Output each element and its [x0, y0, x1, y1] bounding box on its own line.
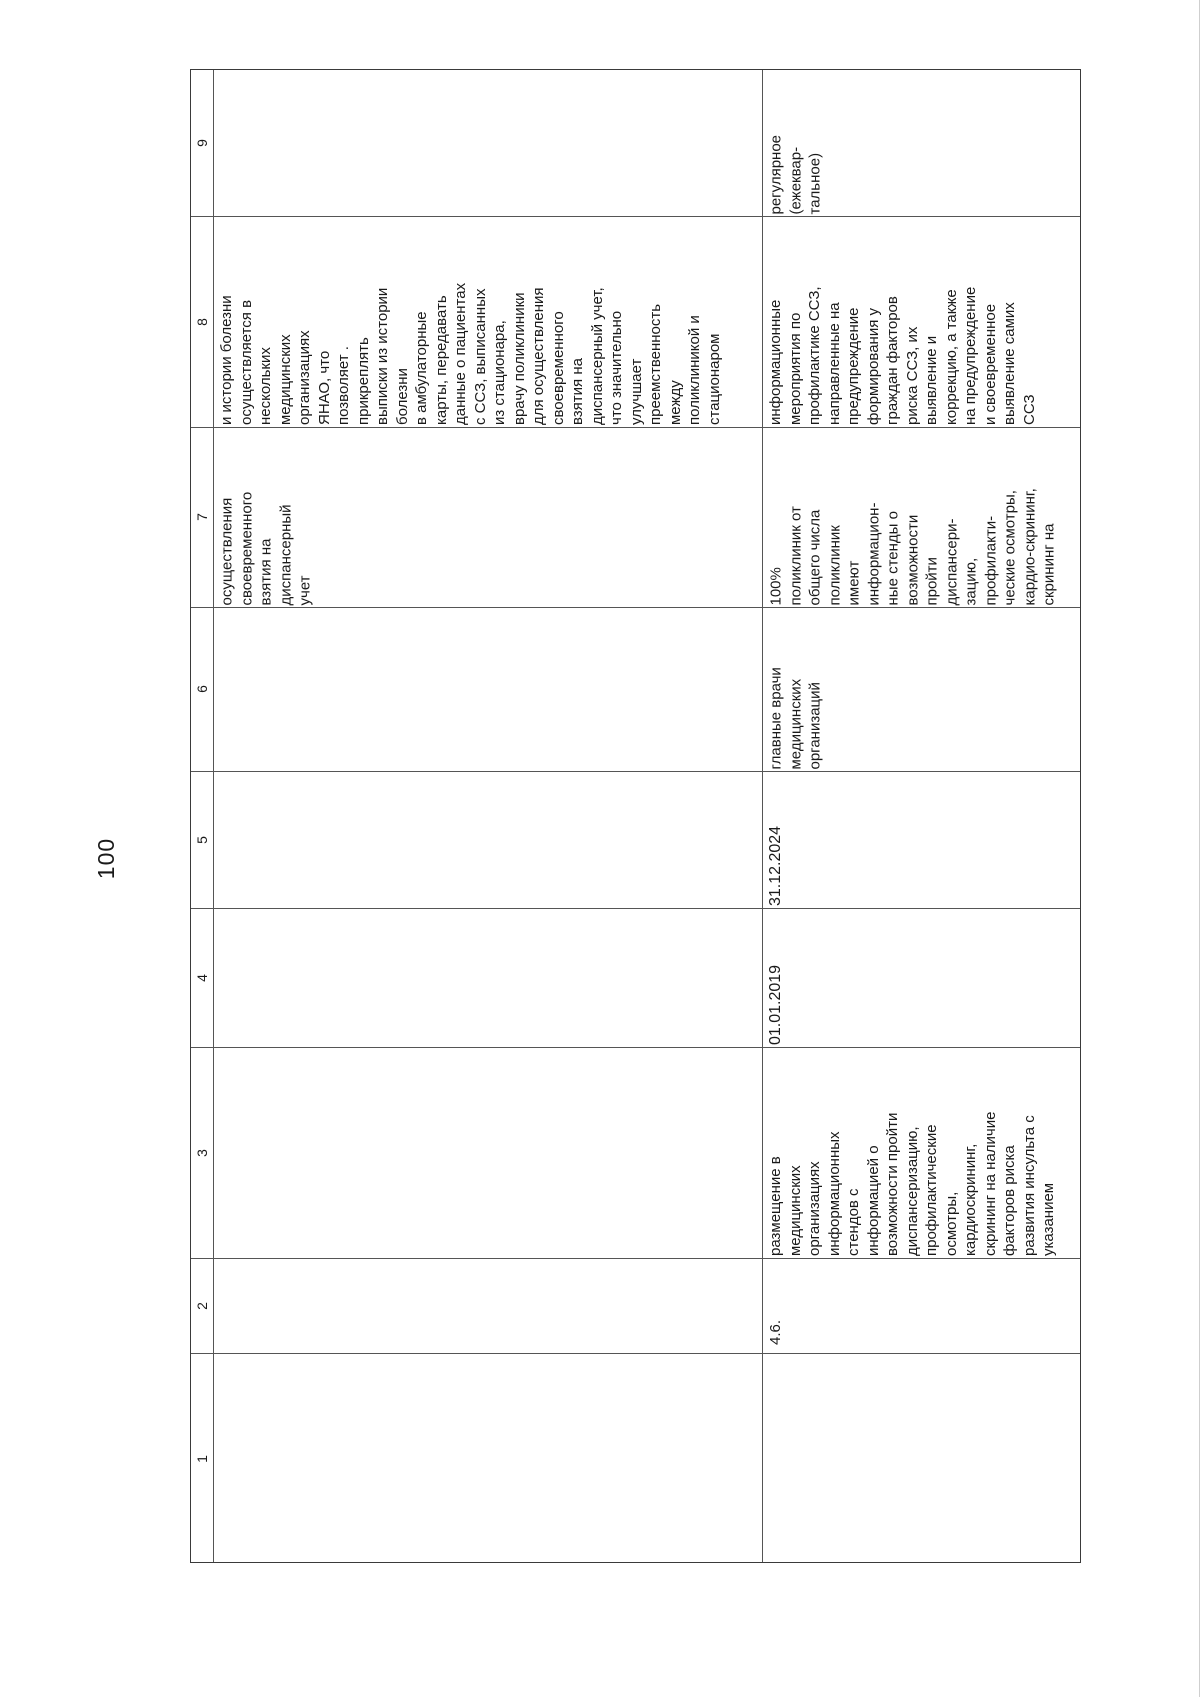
cell-text: 01.01.2019: [767, 964, 784, 1045]
cell-text: осуществления своевременного взятия на диспансерный учет: [218, 491, 313, 605]
continuation-cell-col8: [213, 216, 762, 427]
row-4-6-col7: [762, 427, 1079, 607]
cell-text: 4.6.: [767, 1319, 784, 1345]
row-4-6-col8: [762, 216, 1079, 427]
column-header-5: 5: [193, 835, 210, 844]
column-header-6: 6: [193, 685, 210, 693]
column-header-7: 7: [193, 513, 210, 521]
row-4-6-col5: [762, 771, 1079, 908]
cell-text: информационные мероприятия по профилактике ССЗ, направленные на предупреждение формирования у граждан факторов риска ССЗ, их выявление и коррекцию, а также на предупреждение и своевременное выявление самих ССЗ: [767, 286, 1038, 425]
column-header-4: 4: [193, 973, 210, 982]
row-4-6-col9: [762, 70, 1079, 216]
column-divider: [191, 1353, 1080, 1354]
rotated-table: [190, 69, 1081, 1563]
cell-text: размещение в медицинских организациях информационных стендов с информацией о возможности пройти диспансеризацию, профилактические осмотры, кардиоскрининг, скрининг на наличие факторов риска развития инсульта с указанием: [767, 1111, 1057, 1256]
continuation-cell-col7: [213, 427, 762, 607]
row-4-6-col4: [762, 908, 1079, 1047]
column-header-9: 9: [193, 139, 210, 147]
cell-text: главные врачи медицинских организаций: [767, 666, 823, 769]
cell-text: регулярное (ежеквар- тальное): [767, 134, 823, 214]
cell-text: и истории болезни осуществляется в нескольких медицинских организациях ЯНАО, что позволяет . прикреплять выписки из истории болезни в амбулаторные карты, передавать данные о пациентах с ССЗ, выписанных из стационара, врачу поликлиники для осуществления своевременного взятия на диспансерный учет, что значительно улучшает преемственность между поликлиникой и стационаром: [218, 282, 723, 425]
row-4-6-col2: [762, 1258, 1079, 1353]
row-4-6-col6: [762, 607, 1079, 771]
column-header-2: 2: [193, 1301, 210, 1310]
cell-text: 31.12.2024: [767, 825, 784, 906]
row-4-6-col3: [762, 1047, 1079, 1258]
column-header-8: 8: [193, 317, 210, 326]
column-header-3: 3: [193, 1148, 210, 1157]
column-header-1: 1: [193, 1454, 210, 1463]
page-number-text: 100: [93, 837, 120, 879]
cell-text: 100% поликлиник от общего числа поликлиник имеют информацион- ные стенды о возможности пройти диспансери- зацию, профилакти- ческие осмотры, кардио-скрининг, скрининг на: [767, 487, 1057, 605]
page-number: [94, 828, 120, 888]
